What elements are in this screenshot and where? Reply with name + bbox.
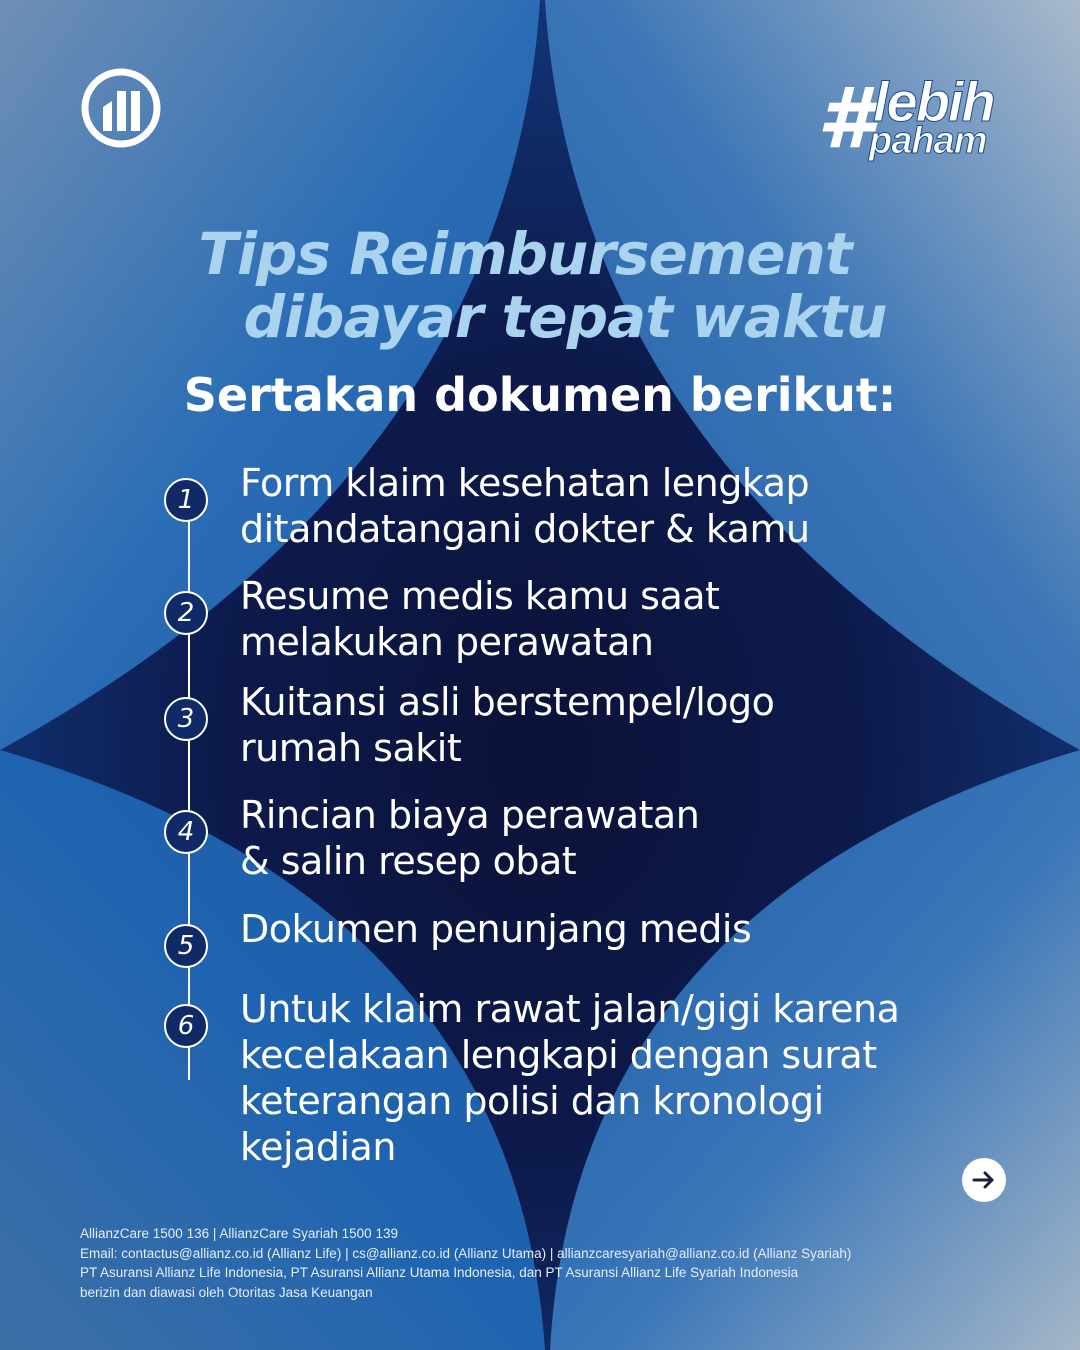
footer-phone-line: AllianzCare 1500 136 | AllianzCare Syariah 1500 139 bbox=[80, 1226, 398, 1241]
footer-company-line: PT Asuransi Allianz Life Indonesia, PT Asuransi Allianz Utama Indonesia, dan PT Asuransi Allianz Life Syariah Indonesia bbox=[80, 1265, 799, 1280]
step-number-badge: 2 bbox=[164, 591, 208, 635]
step-text: Untuk klaim rawat jalan/gigi karena kecelakaan lengkapi dengan surat keterangan polisi dan kronologi kejadian bbox=[240, 987, 900, 1169]
step-text: Resume medis kamu saat melakukan perawatan bbox=[240, 574, 720, 664]
subtitle: Sertakan dokumen berikut: bbox=[183, 368, 897, 422]
timeline-line bbox=[188, 500, 190, 1080]
allianz-logo bbox=[80, 67, 162, 149]
footer-email-line: Email: contactus@allianz.co.id (Allianz Life) | cs@allianz.co.id (Allianz Utama) | allianzcaresyariah@allianz.co.id (Allianz Syariah) bbox=[80, 1245, 852, 1261]
step-text: Form klaim kesehatan lengkap ditandatangani dokter & kamu bbox=[240, 461, 810, 551]
hashtag-lebih-paham bbox=[815, 69, 1005, 172]
hashtag-symbol: # bbox=[817, 69, 876, 167]
hashtag-word-lebih: lebih bbox=[873, 70, 994, 133]
title-line-1: Tips Reimbursement bbox=[198, 220, 852, 288]
footer-regulator-line: berizin dan diawasi oleh Otoritas Jasa Keuangan bbox=[80, 1284, 373, 1300]
arrow-right-icon bbox=[971, 1167, 997, 1193]
step-text: Rincian biaya perawatan & salin resep obat bbox=[240, 793, 700, 883]
step-text: Dokumen penunjang medis bbox=[240, 907, 752, 951]
step-number-badge: 3 bbox=[164, 697, 208, 741]
step-text: Kuitansi asli berstempel/logo rumah sakit bbox=[240, 680, 775, 770]
step-number-badge: 4 bbox=[164, 810, 208, 854]
hashtag-word-paham: paham bbox=[869, 120, 987, 162]
step-number-badge: 1 bbox=[164, 478, 208, 522]
step-number-badge: 5 bbox=[164, 924, 208, 968]
title-line-2: dibayar tepat waktu bbox=[243, 283, 887, 351]
footer-disclaimer bbox=[80, 1224, 1020, 1302]
step-number-badge: 6 bbox=[164, 1004, 208, 1048]
next-button[interactable] bbox=[962, 1158, 1006, 1202]
